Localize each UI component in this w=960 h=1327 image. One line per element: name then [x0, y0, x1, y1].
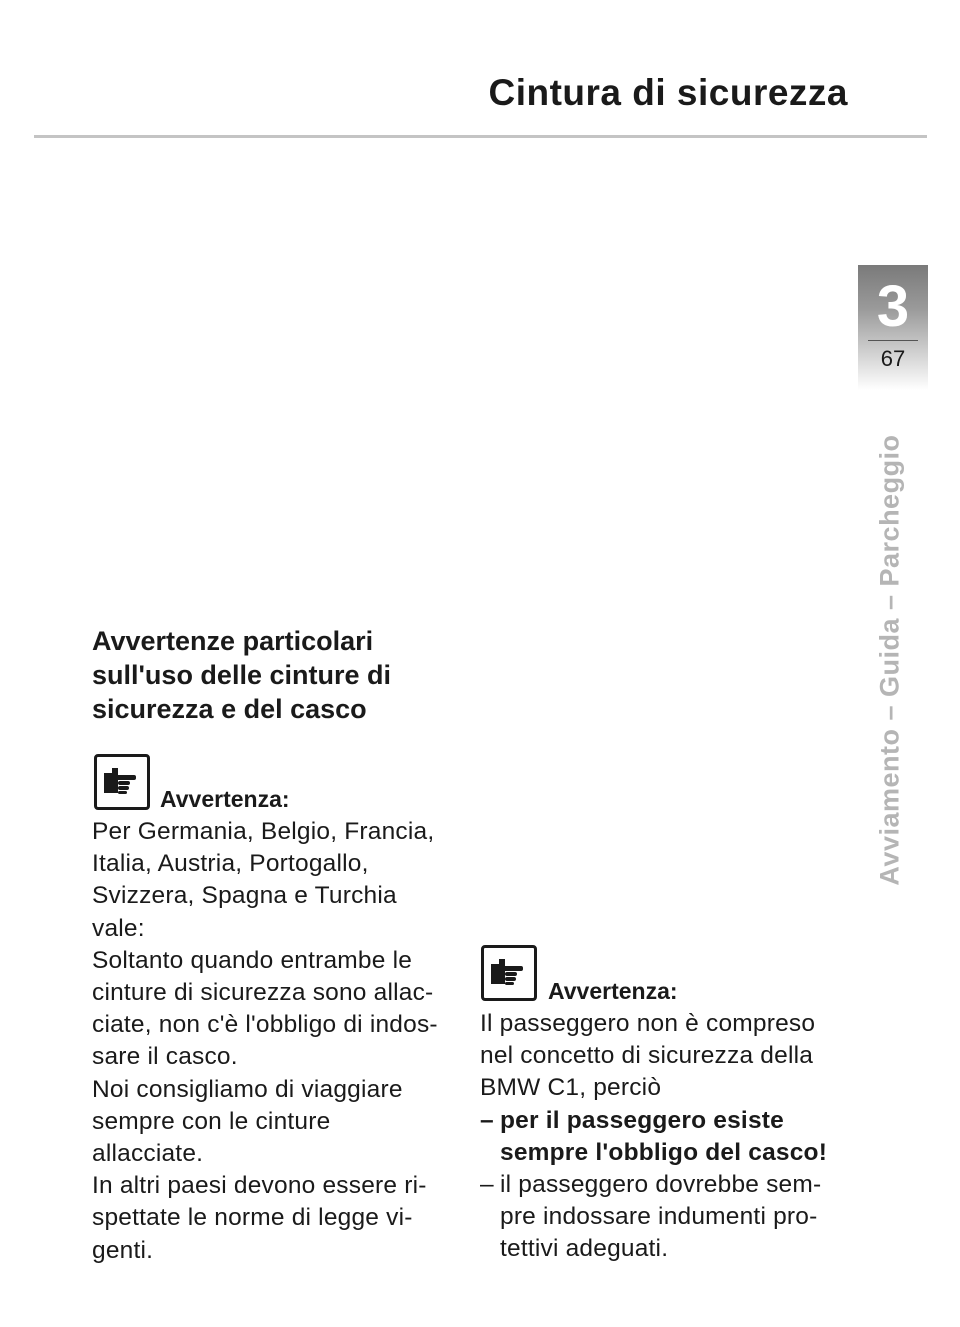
- pointing-hand-icon: [481, 945, 537, 1001]
- note-label: Avvertenza:: [548, 978, 678, 1004]
- text-line: spettate le norme di legge vi-: [92, 1204, 413, 1232]
- section-heading-line: Avvertenze particolari: [92, 626, 374, 656]
- page-title: Cintura di sicurezza: [488, 72, 848, 113]
- section-heading-line: sicurezza e del casco: [92, 694, 367, 724]
- list-item: [480, 1169, 860, 1266]
- text-line: tettivi adeguati.: [500, 1235, 669, 1263]
- text-line: sempre l'obbligo del casco!: [500, 1138, 828, 1166]
- chapter-number: 3: [876, 274, 910, 339]
- text-line: Per Germania, Belgio, Francia,: [92, 818, 435, 845]
- note-body: [480, 1008, 860, 1266]
- section-heading-line: sull'uso delle cinture di: [92, 660, 391, 690]
- text-line: pre indossare indumenti pro-: [500, 1203, 818, 1231]
- text-line: BMW C1, perciò: [480, 1074, 662, 1102]
- title-divider: [34, 135, 927, 138]
- text-line: Italia, Austria, Portogallo,: [92, 850, 369, 878]
- list-item: [480, 1105, 860, 1169]
- text-line: sempre con le cinture: [92, 1107, 331, 1135]
- text-line: vale:: [92, 914, 145, 942]
- note-body: [92, 816, 472, 1267]
- section-heading: [92, 624, 472, 726]
- text-line: Noi consigliamo di viaggiare: [92, 1075, 403, 1103]
- note-label: Avvertenza:: [160, 786, 290, 812]
- text-line: Svizzera, Spagna e Turchia: [92, 882, 397, 910]
- text-line: cinture di sicurezza sono allac-: [92, 979, 434, 1007]
- text-line: nel concetto di sicurezza della: [480, 1042, 814, 1070]
- dash-list: [480, 1105, 860, 1266]
- text-line: Il passeggero non è compreso: [480, 1010, 816, 1037]
- chapter-side-label: Avviamento – Guida – Parcheggio: [874, 434, 905, 886]
- text-line: In altri paesi devono essere ri-: [92, 1172, 427, 1200]
- text-line: per il passeggero esiste: [500, 1106, 784, 1134]
- text-line: sare il casco.: [92, 1043, 238, 1071]
- text-line: allacciate.: [92, 1140, 204, 1168]
- text-line: genti.: [92, 1236, 154, 1264]
- chapter-divider: [868, 340, 918, 341]
- text-line: ciate, non c'è l'obbligo di indos-: [92, 1011, 438, 1039]
- text-line: il passeggero dovrebbe sem-: [500, 1171, 822, 1199]
- text-line: Soltanto quando entrambe le: [92, 946, 413, 974]
- page-number: 67: [880, 346, 906, 371]
- pointing-hand-icon: [94, 754, 150, 810]
